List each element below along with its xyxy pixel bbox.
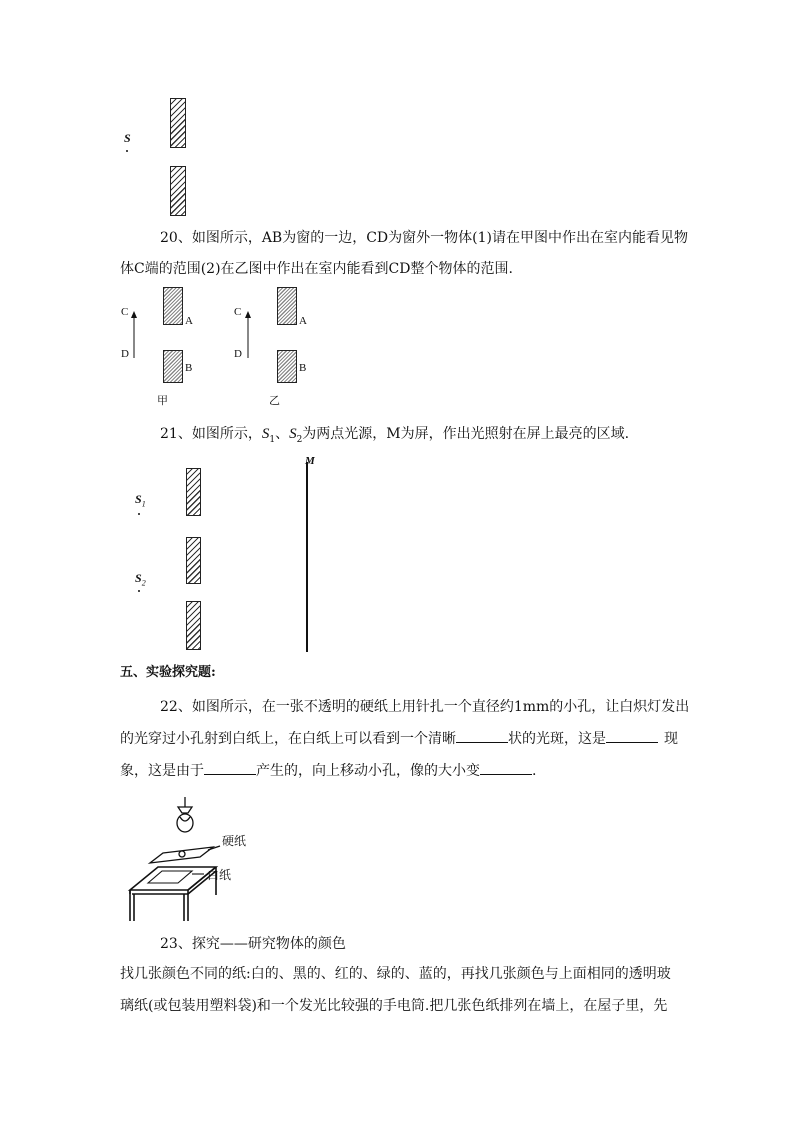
slit-block-bottom [170, 166, 186, 216]
fig-yi-label-d: D [234, 348, 242, 360]
fig21-s1-point [138, 513, 140, 515]
q21-s2-sub: 2 [296, 434, 303, 445]
q21-s2: S [289, 426, 297, 442]
pinhole-apparatus-figure [118, 795, 258, 925]
fig21-screen-label: M [305, 455, 315, 467]
q22-blank-3 [204, 760, 256, 775]
q21-s1-sub: 1 [269, 434, 276, 445]
fig-jia-arrow-cd [128, 310, 140, 360]
q23-line1: 找几张颜色不同的纸:白的、黑的、红的、绿的、蓝的，再找几张颜色与上面相同的透明玻 [120, 966, 671, 982]
q21-prefix: 21、如图所示， [160, 426, 262, 442]
fig-yi-caption: 乙 [269, 395, 280, 407]
source-s-point [126, 150, 128, 152]
fig21-s2-letter: S [135, 571, 142, 585]
lamp-icon [177, 797, 193, 832]
fig-jia-caption: 甲 [157, 395, 168, 407]
q22-line2-a: 的光穿过小孔射到白纸上，在白纸上可以看到一个清晰 [120, 731, 456, 747]
label-cardboard: 硬纸 [222, 834, 247, 848]
fig-yi-label-c: C [234, 306, 242, 318]
source-s-label: S [124, 131, 131, 145]
section5-heading: 五、实验探究题: [120, 665, 216, 680]
fig21-s2-point [138, 590, 140, 592]
fig-yi-label-b: B [299, 362, 307, 374]
q21-sep: 、 [275, 426, 290, 442]
fig21-s2-label [135, 571, 146, 587]
fig-yi-label-a: A [299, 315, 307, 327]
q23-line2: 璃纸(或包装用塑料袋)和一个发光比较强的手电筒.把几张色纸排列在墙上，在屋子里，先 [120, 998, 668, 1014]
fig-yi-window-lower [277, 350, 297, 383]
fig21-barrier-2 [186, 537, 201, 584]
q22-line3-c: . [532, 763, 537, 779]
fig21-barrier-1 [186, 468, 201, 516]
table-icon [130, 867, 216, 921]
fig-jia-window-lower [163, 350, 183, 383]
q22-line1: 22、如图所示，在一张不透明的硬纸上用针扎一个直径约1mm的小孔，让白炽灯发出 [160, 699, 690, 715]
fig21-s1-sub: 1 [141, 499, 146, 509]
fig21-barrier-3 [186, 601, 201, 650]
q22-line3-a: 象，这是由于 [120, 763, 204, 779]
fig-yi-arrow-cd [242, 310, 254, 360]
fig21-s1-letter: S [135, 492, 142, 506]
fig-jia-window-upper [163, 287, 183, 325]
q21-s1: S [261, 426, 270, 442]
q22-line3-b: 产生的，向上移动小孔，像的大小变 [256, 763, 480, 779]
fig21-s1-label [135, 492, 146, 508]
q22-blank-2 [606, 728, 658, 743]
q21-line [160, 424, 629, 450]
white-paper-icon [148, 871, 204, 883]
fig21-s2-sub: 2 [141, 578, 146, 588]
fig21-screen-line [306, 462, 308, 652]
fig-jia-label-c: C [121, 306, 129, 318]
q22-blank-1 [456, 728, 508, 743]
q21-suffix: 为两点光源，M为屏，作出光照射在屏上最亮的区域. [302, 426, 630, 442]
q23-title: 23、探究——研究物体的颜色 [160, 936, 346, 952]
q22-line2-c: 现 [664, 731, 678, 747]
fig-jia-label-d: D [121, 348, 129, 360]
fig-jia-label-b: B [185, 362, 193, 374]
q20-line1: 20、如图所示，AB为窗的一边，CD为窗外一物体(1)请在甲图中作出在室内能看见物 [160, 230, 688, 246]
q22-line2 [120, 728, 678, 749]
label-white-paper: 白纸 [207, 868, 232, 882]
fig-jia-label-a: A [185, 315, 193, 327]
slit-block-top [170, 98, 186, 148]
q22-blank-4 [480, 760, 532, 775]
fig-yi-window-upper [277, 287, 297, 325]
q22-line3 [120, 760, 536, 781]
q20-line2: 体C端的范围(2)在乙图中作出在室内能看到CD整个物体的范围. [120, 261, 513, 277]
cardboard-icon [150, 846, 220, 863]
q22-line2-b: 状的光斑，这是 [508, 731, 606, 747]
